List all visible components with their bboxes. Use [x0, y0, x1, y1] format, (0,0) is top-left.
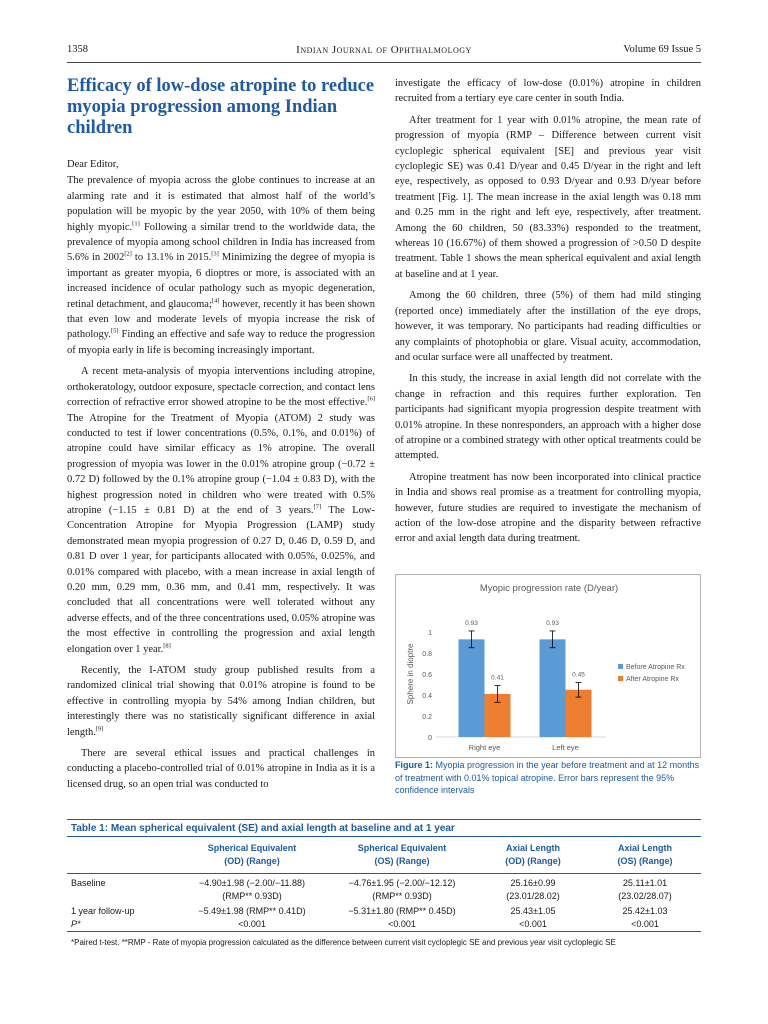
- figure-caption-text: Myopia progression in the year before treatment and at 12 months of treatment with 0.01% topical atropine. Error bars represent the 95% confidence intervals: [395, 760, 700, 796]
- volume-issue: Volume 69 Issue 5: [623, 44, 701, 55]
- legend-swatch: [618, 664, 623, 669]
- header-cell: Axial Length (OS) (Range): [589, 841, 701, 874]
- header-cell: Axial Length (OD) (Range): [477, 841, 589, 874]
- paragraph: The prevalence of myopia across the globe continues to increase at an alarming rate and it is estimated that almost half of the world’s population will be myopic by the year 2050, with 10% of them being highly myopic.[1] Following a similar trend to the worldwide data, the prevalence of myopia among school children in India has increased from 5.6% in 2002[2] to 13.1% in 2015.[3] Minimizing the degree of myopia is important as greater myopia, 6 dioptres or more, is associated with an increased incidence of ocular pathology such as myopic degeneration, retinal detachment, and glaucoma;[4] however, recently it has been shown that even low and moderate levels of myopia increase the risk of pathology.[5] Finding an effective and safe way to reduce the progression of myopia early in life is becoming increasingly important.: [67, 175, 375, 356]
- table-cell: 25.43±1.05: [510, 906, 556, 917]
- right-column: [395, 76, 701, 553]
- y-tick-label: 0.4: [422, 693, 432, 700]
- paragraph: Atropine treatment has now been incorporated into clinical practice in India and shows real promise as a treatment for controlling myopia, however, future studies are required to investigate the mechanism of action of the low-dose atropine and the disparity between refractive error and axial length data during treatment.: [395, 471, 701, 545]
- figure-1-chart: [395, 574, 701, 758]
- table-cell: −5.49±1.98 (RMP** 0.41D): [198, 906, 306, 917]
- table-1: [67, 819, 701, 948]
- table-cell: <0.001: [589, 918, 701, 932]
- paragraph: In this study, the increase in axial length did not correlate with the change in refraction and this requires further exploration. Ten participants had significant myopia progression despite treatment with 0.01% atropine. In these nonresponders, an approach with a higher dose of atropine or a combined strategy with other optical treatments could be attempted.: [395, 373, 701, 462]
- header-cell: Spherical Equivalent (OS) (Range): [327, 841, 477, 874]
- legend-swatch: [618, 676, 623, 681]
- data-label: 0.41: [491, 674, 504, 682]
- data-label: 0.45: [572, 671, 585, 679]
- figure-caption: [395, 759, 701, 797]
- y-tick-label: 0: [428, 735, 432, 742]
- table-row: [67, 918, 701, 932]
- table-cell: <0.001: [177, 918, 327, 932]
- page-number: 1358: [67, 44, 88, 55]
- chart-title: Myopic progression rate (D/year): [479, 583, 619, 594]
- row-label: P*: [67, 918, 177, 932]
- paragraph: A recent meta-analysis of myopia interventions including atropine, orthokeratology, outdoor exposure, spectacle correction, and contact lens correction of refractive error showed atropine to be the most effective.[6] The Atropine for the Treatment of Myopia (ATOM) 2 study was conducted to test if lower concentrations (0.5%, 0.1%, and 0.01%) of atropine could have similar efficacy as 1% atropine. The overall progression of myopia was lower in the 0.01% atropine group (−0.72 ± 0.72 D) followed by the 0.1% atropine group (−1.04 ± 0.83 D), with the highest progression noted in children who were treated with 0.5% atropine (−1.15 ± 0.81 D) at the end of 3 years.[7] The Low-Concentration Atropine for Myopia Progression (LAMP) study demonstrated mean myopia progression of 0.27 D, 0.46 D, 0.59 D, and 0.81 D over 1 year, for participants allocated with 0.05%, 0.025%, and 0.01% compared with placebo, with a mean increase in axial length of 0.20 mm, 0.29 mm, 0.36 mm, and 0.41 mm, respectively. It was concluded that all concentrations were well tolerated without any adverse effects, and of the three concentrations used, 0.05% atropine was the most effective in controlling the progression and axial length elongation over 1 year.[8]: [67, 366, 375, 655]
- journal-name: Indian Journal of Ophthalmology: [296, 44, 472, 56]
- header-rule: [67, 62, 701, 63]
- article-title: Efficacy of low-dose atropine to reduce myopia progression among Indian children: [67, 76, 375, 138]
- table-footnote: *Paired t-test. **RMP - Rate of myopia progression calculated as the difference between current visit cycloplegic SE and previous year visit cycloplegic SE: [71, 938, 616, 948]
- table-cell: <0.001: [477, 918, 589, 932]
- bar-before-1: [540, 639, 566, 737]
- x-tick-label: Left eye: [552, 743, 579, 752]
- data-label: 0.93: [465, 619, 478, 627]
- paragraph: investigate the efficacy of low-dose (0.01%) atropine in children recruited from a tertiary eye care center in south India.: [395, 78, 701, 105]
- salutation: Dear Editor,: [67, 159, 119, 170]
- paragraph: After treatment for 1 year with 0.01% atropine, the mean rate of progression of myopia (RMP – Difference between current visit cycloplegic spherical equivalent [SE] and previous year visit cycloplegic SE) was 0.41 D/year and 0.45 D/year in the right and left eye, respectively, as opposed to 0.93 D/year and 0.93 D/year before treatment [Fig. 1]. The mean increase in the axial length was 0.18 mm and 0.25 mm in the right and left eye, respectively, after treatment. Among the 60 children, 50 (83.33%) responded to the treatment, whereas 10 (16.67%) of them showed a progression of >0.50 D despite treatment. Table 1 shows the mean spherical equivalent and axial length at baseline and at 1 year.: [395, 114, 701, 280]
- y-tick-label: 0.8: [422, 651, 432, 658]
- table-row: [67, 902, 701, 918]
- paragraph: There are several ethical issues and practical challenges in conducting a placebo-controlled trial of 0.01% atropine in India as it is a licensed drug, so an open trial was conducted to: [67, 748, 375, 790]
- table-row: [67, 874, 701, 903]
- y-tick-label: 0.6: [422, 672, 432, 679]
- x-tick-label: Right eye: [468, 743, 501, 752]
- table-cell: −5.31±1.80 (RMP** 0.45D): [348, 906, 456, 917]
- bar-before-0: [459, 639, 485, 737]
- header-cell-blank: [67, 841, 177, 874]
- results-table: [67, 841, 701, 932]
- data-label: 0.93: [546, 619, 559, 627]
- paragraph: Among the 60 children, three (5%) of them had mild stinging (reported once) immediately after the instillation of the eye drops, however, it was temporary. No participants had reading difficulties or any complaints of photophobia or glare. Visual acuity, accommodation, and ocular surface were all unaffected by treatment.: [395, 290, 701, 363]
- left-column: [67, 76, 375, 798]
- bar-chart: [396, 575, 702, 759]
- legend-entry: After Atropine Rx: [626, 676, 679, 683]
- table-title: Table 1: Mean spherical equivalent (SE) and axial length at baseline and at 1 year: [67, 819, 701, 837]
- figure-label: Figure 1:: [395, 760, 434, 770]
- paragraph: Recently, the I-ATOM study group published results from a randomized clinical trial showing that 0.01% atropine is found to be effective in controlling myopia by 54% among Indian children, but interestingly there was no statistically significant difference in axial length.[9]: [67, 665, 375, 738]
- y-tick-label: 1: [428, 630, 432, 637]
- legend-entry: Before Atropine Rx: [626, 664, 685, 671]
- table-cell: <0.001: [327, 918, 477, 932]
- table-cell: 25.16±0.99 (23.01/28.02): [506, 878, 560, 901]
- table-cell: −4.90±1.98 (−2.00/−11.88) (RMP** 0.93D): [198, 878, 306, 901]
- row-label: Baseline: [71, 878, 106, 889]
- table-cell: 25.42±1.03: [622, 906, 668, 917]
- header-cell: Spherical Equivalent (OD) (Range): [177, 841, 327, 874]
- table-cell: −4.76±1.95 (−2.00/−12.12) (RMP** 0.93D): [348, 878, 456, 901]
- y-tick-label: 0.2: [422, 714, 432, 721]
- row-label: 1 year follow-up: [71, 906, 135, 917]
- table-body: [67, 874, 701, 932]
- y-axis-label: Sphere in dioptre: [406, 643, 415, 705]
- table-cell: 25.11±1.01 (23.02/28.07): [618, 878, 672, 901]
- running-head: [67, 44, 701, 62]
- table-header-row: [67, 841, 701, 874]
